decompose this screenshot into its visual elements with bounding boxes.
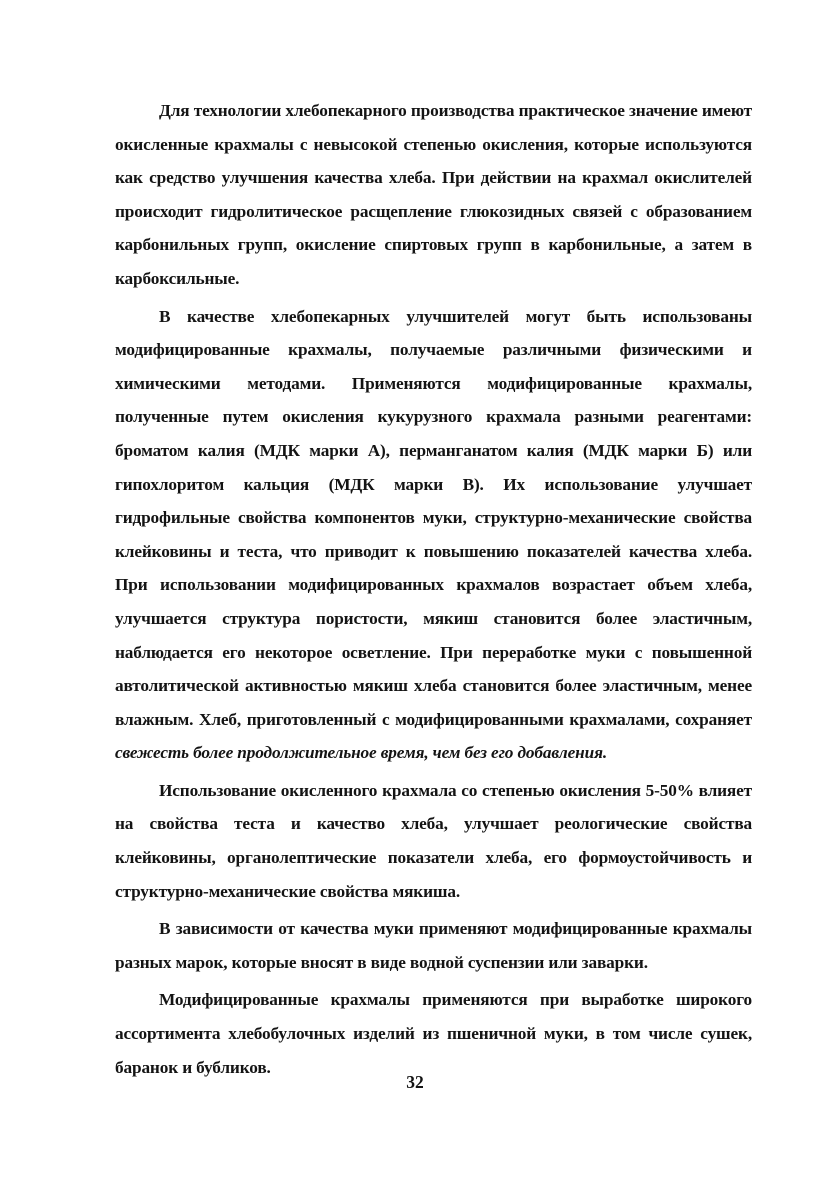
paragraph-3: Использование окисленного крахмала со степенью окисления 5-50% влияет на свойства теста и качество хлеба, улучшает реологические свойства клейковины, органолептические показатели хлеба, его формоустойчивость и структурно-механические свойства мякиша. — [115, 780, 752, 901]
paragraph-2 — [115, 300, 752, 770]
body-text — [115, 94, 752, 1084]
paragraph-5: Модифицированные крахмалы применяются при выработке широкого ассортимента хлебобулочных изделий из пшеничной муки, в том числе сушек, баранок и бубликов. — [115, 990, 752, 1077]
page-number: 32 — [406, 1072, 424, 1092]
paragraph-1: Для технологии хлебопекарного производства практическое значение имеют окисленные крахмалы с невысокой степенью окисления, которые используются как средство улучшения качества хлеба. При действии на крахмал окислителей происходит гидролитическое расщепление глюкозидных связей с образованием карбонильных групп, окисление спиртовых групп в карбонильные, а затем в карбоксильные. — [115, 101, 752, 288]
paragraph-2-text: В качестве хлебопекарных улучшителей могут быть использованы модифицированные крахмалы, получаемые различными физическими и химическими методами. Применяются модифицированные крахмалы, полученные путем окисления кукурузного крахмала разными реагентами: броматом калия (МДК марки А), перманганатом калия (МДК марки Б) или гипохлоритом кальция (МДК марки В). Их использование улучшает гидрофильные свойства компонентов муки, структурно-механические свойства клейковины и теста, что приводит к повышению показателей качества хлеба. При использовании модифицированных крахмалов возрастает объем хлеба, улучшается структура пористости, мякиш становится более эластичным, наблюдается его некоторое осветление. При переработке муки с повышенной автолитической активностью мякиш хлеба становится более эластичным, менее влажным. Хлеб, приготовленный с модифицированными крахмалами, сохраняет — [115, 306, 752, 729]
paragraph-2-italic-text: свежесть более продолжительное время, чем без его добавления. — [115, 743, 607, 763]
paragraph-4: В зависимости от качества муки применяют модифицированные крахмалы разных марок, которые вносят в виде водной суспензии или заварки. — [115, 919, 752, 972]
